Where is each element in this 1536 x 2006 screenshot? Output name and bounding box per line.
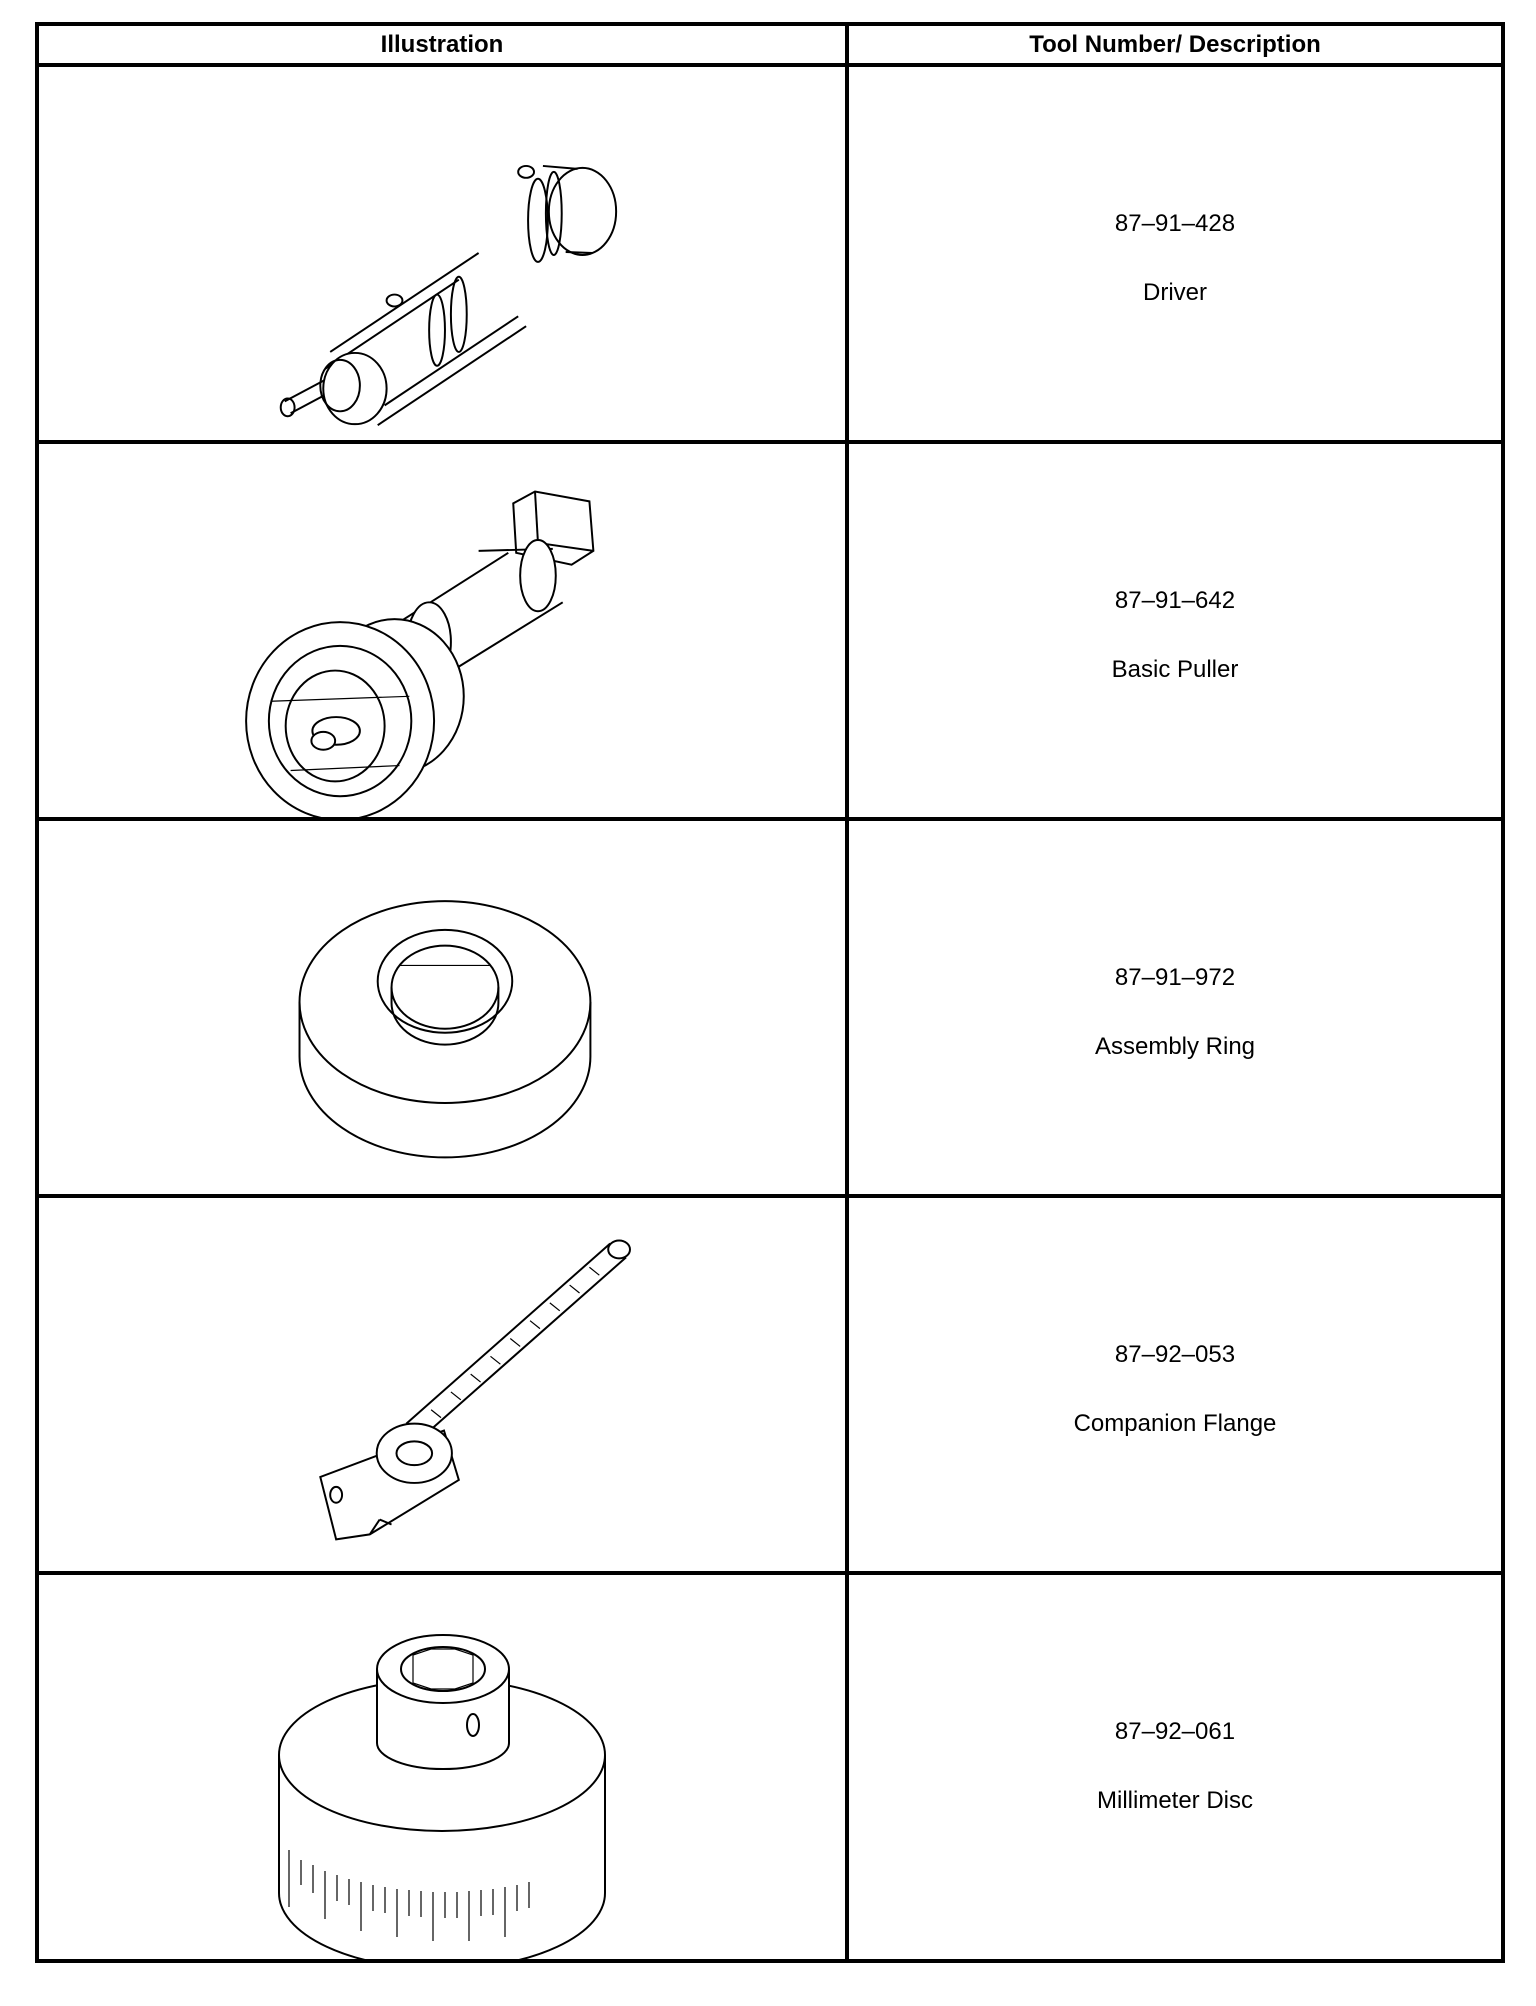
tool-name: Driver [1143,279,1207,306]
table-row [39,1198,1501,1575]
ring-tool-icon [39,821,845,1194]
header-description: Tool Number/ Description [1029,31,1321,58]
table-row [39,67,1501,444]
tool-number: 87–91–642 [1114,587,1236,614]
table-row [39,1575,1501,1959]
tool-number: 87–92–053 [1114,1341,1236,1368]
tool-name: Assembly Ring [1094,1033,1256,1060]
tool-name: Basic Puller [1111,656,1239,683]
tool-number: 87–92–061 [1114,1718,1236,1745]
header-illustration: Illustration [380,31,504,58]
tool-description [849,1575,1501,1959]
tool-number: 87–91–972 [1114,964,1236,991]
disc-tool-icon [39,1575,845,1959]
tool-number: 87–91–428 [1114,210,1236,237]
flange-tool-icon [39,1198,845,1571]
tool-description [849,821,1501,1194]
tool-description [849,1198,1501,1571]
driver-tool-icon [39,67,845,440]
table-row [39,821,1501,1198]
tool-name: Millimeter Disc [1097,1787,1253,1814]
tool-description [849,67,1501,440]
tools-table [35,22,1505,1963]
puller-tool-icon [39,444,845,817]
table-row [39,444,1501,821]
tool-description [849,444,1501,817]
tool-name: Companion Flange [1073,1410,1277,1437]
table-header [39,26,1501,67]
